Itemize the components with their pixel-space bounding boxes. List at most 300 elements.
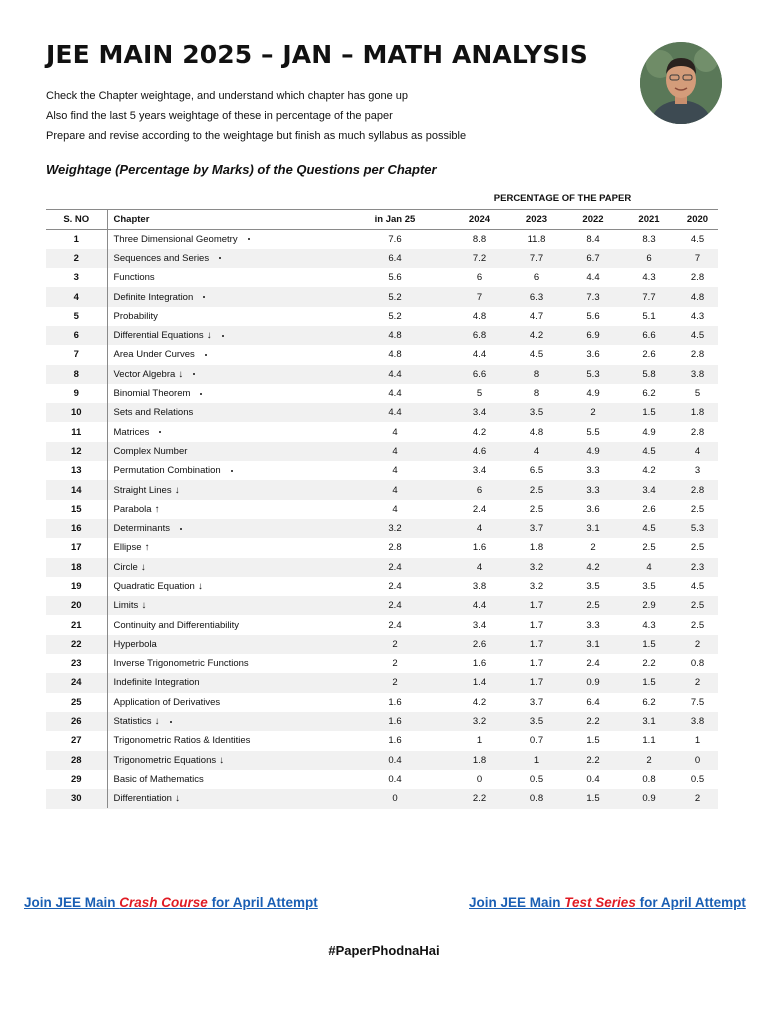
percentage-cell: 6.2 (642, 696, 656, 708)
percentage-cell: 2.2 (565, 712, 621, 731)
percentage-cell: 6.4 (339, 249, 451, 268)
percentage-cell: 4 (339, 442, 451, 461)
percentage-cell: 6.6 (621, 326, 677, 345)
percentage-cell: 3.3 (586, 619, 600, 631)
chapter-name: Continuity and Differentiability (113, 619, 240, 631)
chapter-cell (107, 230, 339, 249)
serial-number-cell: 16 (46, 519, 107, 538)
dot-mark-icon (200, 393, 202, 395)
trend-up-icon: ↑ (144, 542, 150, 554)
chapter-name: Inverse Trigonometric Functions (113, 658, 249, 670)
chapter-cell (107, 500, 339, 519)
percentage-cell: 0 (677, 751, 718, 770)
percentage-cell: 3.6 (586, 503, 600, 515)
percentage-cell: 8.8 (472, 233, 487, 245)
percentage-cell: 0.5 (529, 773, 544, 785)
chapter-cell (107, 519, 339, 538)
percentage-cell: 3.2 (451, 712, 508, 731)
chapter-cell (107, 731, 339, 750)
chapter-cell (107, 693, 339, 712)
percentage-cell: 2.5 (677, 596, 718, 615)
percentage-cell: 2.9 (621, 596, 677, 615)
percentage-cell: 2.5 (508, 480, 565, 499)
dot-mark-icon (193, 373, 195, 375)
table-row (46, 673, 718, 692)
percentage-cell: 3.2 (339, 519, 451, 538)
percentage-cell: 0.8 (690, 658, 705, 670)
percentage-cell: 8 (508, 365, 565, 384)
percentage-cell: 7.5 (690, 696, 705, 708)
serial-number-cell: 26 (46, 712, 107, 731)
percentage-cell: 1.6 (388, 696, 402, 708)
percentage-cell: 4.2 (642, 465, 656, 477)
table-row (46, 538, 718, 557)
percentage-cell: 4 (392, 465, 398, 477)
percentage-cell: 2.5 (565, 596, 621, 615)
column-header: S. NO (46, 210, 107, 230)
percentage-cell: 2.2 (642, 658, 656, 670)
percentage-cell: 3.1 (621, 712, 677, 731)
percentage-cell: 5.3 (677, 519, 718, 538)
chapter-cell (107, 596, 339, 615)
table-row (46, 615, 718, 634)
chapter-name: Complex Number (113, 445, 188, 457)
percentage-cell: 6.4 (586, 696, 600, 708)
chapter-cell (107, 384, 339, 403)
percentage-cell: 11.8 (527, 233, 546, 245)
percentage-cell: 2.2 (451, 789, 508, 808)
serial-number-cell: 2 (46, 249, 107, 268)
chapter-cell (107, 577, 339, 596)
link-text: Join JEE Main (469, 895, 565, 910)
trend-down-icon: ↓ (174, 484, 180, 496)
trend-down-icon: ↓ (178, 368, 184, 380)
percentage-cell: 1.7 (529, 658, 544, 670)
table-header-row (46, 210, 718, 230)
chapter-name: Determinants (113, 523, 170, 535)
percentage-cell: 1.8 (677, 403, 718, 422)
table-row (46, 500, 718, 519)
chapter-cell (107, 712, 339, 731)
serial-number-cell: 19 (70, 580, 82, 592)
percentage-cell: 2.4 (388, 619, 402, 631)
percentage-cell: 8 (533, 388, 540, 400)
trend-up-icon: ↑ (154, 503, 160, 515)
percentage-cell: 2 (677, 673, 718, 692)
column-header: 2021 (621, 210, 677, 230)
table-row (46, 326, 718, 345)
table-row (46, 654, 718, 673)
percentage-cell: 4.7 (529, 310, 544, 322)
chapter-name: Indefinite Integration (113, 677, 200, 689)
percentage-cell: 3.8 (677, 712, 718, 731)
percentage-cell: 4.2 (472, 696, 487, 708)
serial-number-cell: 6 (46, 326, 107, 345)
table-row (46, 558, 718, 577)
chapter-name: Straight Lines (113, 484, 172, 496)
percentage-cell: 3.5 (642, 580, 656, 592)
chapter-cell (107, 673, 339, 692)
percentage-cell: 6.2 (642, 388, 656, 400)
percentage-cell: 4.4 (451, 596, 508, 615)
percentage-cell: 3 (694, 465, 701, 477)
section-title: Weightage (Percentage by Marks) of the Questions per Chapter (46, 162, 437, 177)
percentage-cell: 4.9 (586, 388, 600, 400)
percentage-cell: 4.4 (388, 388, 402, 400)
serial-number-cell: 5 (73, 310, 79, 322)
trend-down-icon: ↓ (141, 600, 147, 612)
serial-number-cell: 25 (70, 696, 82, 708)
percentage-cell: 7 (677, 249, 718, 268)
percentage-cell: 3.1 (565, 519, 621, 538)
percentage-cell: 1.1 (642, 735, 656, 747)
percentage-cell: 3.5 (508, 712, 565, 731)
percentage-cell: 2.5 (690, 619, 705, 631)
chapter-cell (107, 287, 339, 306)
chapter-cell (107, 789, 339, 808)
percentage-cell: 1.5 (621, 635, 677, 654)
trend-down-icon: ↓ (174, 793, 180, 804)
percentage-cell: 1.5 (586, 735, 600, 747)
serial-number-cell: 9 (73, 388, 79, 400)
percentage-cell: 2 (677, 789, 718, 808)
intro-line: Prepare and revise according to the weightage but finish as much syllabus as possible (46, 130, 467, 142)
percentage-cell: 7.7 (508, 249, 565, 268)
percentage-cell: 0 (339, 789, 451, 808)
percentage-cell: 1.5 (621, 673, 677, 692)
table-row (46, 268, 718, 287)
percentage-cell: 4.8 (472, 310, 487, 322)
table-row (46, 461, 718, 480)
serial-number-cell: 23 (70, 658, 82, 670)
dot-mark-icon (231, 470, 233, 472)
percentage-cell: 4.3 (642, 619, 656, 631)
chapter-cell (107, 751, 339, 770)
chapter-name: Parabola (113, 503, 152, 515)
table-row (46, 365, 718, 384)
chapter-name: Trigonometric Ratios & Identities (113, 735, 251, 747)
serial-number-cell: 28 (46, 751, 107, 770)
percentage-cell: 4.9 (565, 442, 621, 461)
serial-number-cell: 21 (70, 619, 82, 631)
percentage-cell: 8.4 (586, 233, 600, 245)
percentage-cell: 6.6 (451, 365, 508, 384)
serial-number-cell: 1 (73, 233, 79, 245)
table-body (46, 230, 718, 809)
percentage-cell: 2.4 (339, 558, 451, 577)
table-row (46, 519, 718, 538)
percentage-cell: 6.7 (565, 249, 621, 268)
percentage-cell: 1.7 (508, 635, 565, 654)
serial-number-cell: 15 (70, 503, 82, 515)
serial-number-cell: 20 (46, 596, 107, 615)
chapter-name: Permutation Combination (113, 465, 221, 477)
chapter-name: Area Under Curves (113, 349, 195, 361)
percentage-cell: 4 (392, 503, 398, 515)
percentage-cell: 3.2 (529, 580, 544, 592)
percentage-cell: 4.5 (529, 349, 544, 361)
percentage-cell: 1.6 (472, 658, 487, 670)
chapter-name: Ellipse (113, 542, 142, 554)
chapter-cell (107, 558, 339, 577)
percentage-cell: 4.8 (388, 349, 402, 361)
chapter-name: Vector Algebra (113, 368, 176, 380)
percentage-cell: 1.5 (621, 403, 677, 422)
percentage-cell: 0.7 (529, 735, 544, 747)
percentage-cell: 4.6 (451, 442, 508, 461)
percentage-cell: 4 (451, 558, 508, 577)
link-emphasis: Crash Course (119, 895, 208, 910)
table-row (46, 596, 718, 615)
percentage-cell: 4.3 (690, 310, 705, 322)
percentage-cell: 4.4 (339, 365, 451, 384)
chapter-name: Sequences and Series (113, 252, 210, 264)
percentage-cell: 0.4 (586, 773, 600, 785)
dot-mark-icon (219, 257, 221, 259)
percentage-cell: 3.8 (677, 365, 718, 384)
percentage-cell: 7.3 (565, 287, 621, 306)
table-row (46, 230, 718, 249)
percentage-cell: 3.3 (565, 480, 621, 499)
column-header: 2024 (451, 210, 508, 230)
dot-mark-icon (205, 354, 207, 356)
percentage-cell: 5.6 (586, 310, 600, 322)
dot-mark-icon (203, 296, 205, 298)
percentage-cell: 4 (451, 519, 508, 538)
chapter-name: Definite Integration (113, 291, 194, 303)
table-row (46, 307, 718, 326)
test-series-link[interactable] (469, 895, 746, 910)
percentage-cell: 2 (339, 673, 451, 692)
percentage-cell: 3.4 (451, 403, 508, 422)
serial-number-cell: 13 (70, 465, 82, 477)
chapter-name: Basic of Mathematics (113, 773, 204, 785)
percentage-cell: 0.5 (690, 773, 705, 785)
percentage-cell: 3.1 (565, 635, 621, 654)
percentage-cell: 4 (508, 442, 565, 461)
chapter-cell (107, 442, 339, 461)
percentage-cell: 4.8 (339, 326, 451, 345)
table-row (46, 712, 718, 731)
percentage-cell: 2.5 (529, 503, 544, 515)
serial-number-cell: 7 (73, 349, 79, 361)
percentage-cell: 5.1 (642, 310, 656, 322)
percentage-cell: 4.2 (508, 326, 565, 345)
intro-line: Check the Chapter weightage, and understand which chapter has gone up (46, 90, 409, 102)
table-row (46, 693, 718, 712)
chapter-name: Differential Equations (113, 330, 204, 342)
percentage-cell: 1.7 (508, 673, 565, 692)
percentage-cell: 3.5 (508, 403, 565, 422)
percentage-cell: 4.9 (642, 426, 656, 438)
serial-number-cell: 27 (70, 735, 82, 747)
table-row (46, 577, 718, 596)
table-row (46, 789, 718, 808)
crash-course-link[interactable] (24, 895, 318, 910)
percentage-cell: 1.6 (472, 542, 487, 554)
chapter-cell (107, 326, 339, 345)
chapter-name: Hyperbola (113, 638, 157, 650)
trend-down-icon: ↓ (206, 330, 212, 342)
percentage-cell: 1.6 (388, 735, 402, 747)
table-row (46, 287, 718, 306)
percentage-cell: 1 (694, 735, 701, 747)
percentage-cell: 2.3 (677, 558, 718, 577)
percentage-cell: 0.9 (565, 673, 621, 692)
chapter-name: Limits (113, 600, 139, 612)
percentage-cell: 6.5 (529, 465, 544, 477)
percentage-cell: 3.8 (472, 580, 487, 592)
chapter-name: Probability (113, 310, 158, 322)
percentage-cell: 2 (590, 542, 596, 554)
percentage-cell: 0.9 (621, 789, 677, 808)
chapter-cell (107, 538, 339, 557)
percentage-cell: 6 (476, 272, 483, 284)
percentage-cell: 2.5 (690, 503, 705, 515)
serial-number-cell: 3 (73, 272, 79, 284)
chapter-name: Application of Derivatives (113, 696, 221, 708)
percentage-cell: 1.7 (508, 596, 565, 615)
percentage-cell: 4.2 (565, 558, 621, 577)
percentage-cell: 1.7 (529, 619, 544, 631)
chapter-cell (107, 635, 339, 654)
percentage-cell: 4.4 (339, 403, 451, 422)
table-row (46, 249, 718, 268)
percentage-cell: 0.4 (388, 773, 402, 785)
link-text: for April Attempt (207, 895, 318, 910)
table-row (46, 384, 718, 403)
chapter-cell (107, 345, 339, 364)
percentage-cell: 6.8 (451, 326, 508, 345)
serial-number-cell: 12 (46, 442, 107, 461)
percentage-cell: 5.2 (339, 287, 451, 306)
trend-down-icon: ↓ (197, 580, 203, 592)
table-row (46, 403, 718, 422)
dot-mark-icon (180, 528, 182, 530)
percentage-cell: 3.4 (472, 619, 487, 631)
serial-number-cell: 14 (46, 480, 107, 499)
person-photo-icon (640, 42, 722, 124)
percentage-cell: 4.5 (677, 326, 718, 345)
serial-number-cell: 8 (46, 365, 107, 384)
percentage-cell: 2 (339, 635, 451, 654)
link-text: Join JEE Main (24, 895, 120, 910)
percentage-cell: 0.8 (508, 789, 565, 808)
percentage-cell: 7.6 (388, 233, 402, 245)
percentage-cell: 1.5 (565, 789, 621, 808)
percentage-cell: 1.6 (339, 712, 451, 731)
chapter-name: Matrices (113, 426, 150, 438)
percentage-cell: 4.5 (621, 519, 677, 538)
percentage-cell: 4 (621, 558, 677, 577)
percentage-cell: 2.4 (339, 596, 451, 615)
percentage-cell: 2 (565, 403, 621, 422)
chapter-cell (107, 403, 339, 422)
percentage-cell: 3.7 (508, 519, 565, 538)
percentage-cell: 1.8 (529, 542, 544, 554)
table-row (46, 442, 718, 461)
percentage-cell: 4.4 (472, 349, 487, 361)
chapter-cell (107, 770, 339, 789)
percentage-cell: 2.8 (690, 349, 705, 361)
table-row (46, 751, 718, 770)
intro-line: Also find the last 5 years weightage of these in percentage of the paper (46, 110, 393, 122)
percentage-cell: 2.5 (690, 542, 705, 554)
percentage-cell: 5 (694, 388, 701, 400)
dot-mark-icon (248, 238, 250, 240)
dot-mark-icon (222, 335, 224, 337)
percentage-cell: 6.9 (565, 326, 621, 345)
serial-number-cell: 4 (46, 287, 107, 306)
chapter-cell (107, 365, 339, 384)
percentage-cell: 1 (508, 751, 565, 770)
table-row (46, 731, 718, 750)
percentage-cell: 3.2 (508, 558, 565, 577)
trend-down-icon: ↓ (154, 716, 160, 728)
percentage-cell: 5.6 (388, 272, 402, 284)
percentage-cell: 1.8 (451, 751, 508, 770)
percentage-cell: 2.6 (642, 349, 656, 361)
column-header: 2020 (677, 210, 718, 230)
chapter-cell (107, 480, 339, 499)
percentage-cell: 8.3 (642, 233, 656, 245)
chapter-name: Statistics (113, 716, 152, 728)
percentage-cell: 5.8 (621, 365, 677, 384)
table-row (46, 422, 718, 441)
percentage-cell: 5.2 (388, 310, 402, 322)
serial-number-cell: 29 (70, 773, 82, 785)
chapter-cell (107, 422, 339, 441)
percentage-cell: 3.3 (586, 465, 600, 477)
chapter-name: Quadratic Equation (113, 580, 195, 592)
percentage-cell: 4.5 (690, 580, 705, 592)
percentage-cell: 2.6 (642, 503, 656, 515)
percentage-cell: 2 (392, 658, 398, 670)
trend-down-icon: ↓ (140, 561, 146, 573)
table-row (46, 480, 718, 499)
percentage-cell: 6 (621, 249, 677, 268)
trend-down-icon: ↓ (219, 754, 225, 766)
percentage-cell: 0.8 (642, 773, 656, 785)
percentage-cell: 4.8 (677, 287, 718, 306)
serial-number-cell: 11 (71, 426, 82, 438)
percentage-cell: 7.7 (621, 287, 677, 306)
percentage-cell: 2.4 (586, 658, 600, 670)
chapter-name: Functions (113, 272, 155, 284)
intro-text (46, 86, 466, 146)
percentage-cell: 4.8 (529, 426, 544, 438)
percentage-cell: 5.5 (586, 426, 600, 438)
percentage-cell: 1 (476, 735, 483, 747)
percentage-cell: 4.5 (690, 233, 705, 245)
chapter-name: Trigonometric Equations (113, 754, 217, 766)
percentage-cell: 3.7 (529, 696, 544, 708)
percentage-group-header: PERCENTAGE OF THE PAPER (493, 193, 632, 204)
column-header: in Jan 25 (339, 210, 451, 230)
serial-number-cell: 22 (46, 635, 107, 654)
percentage-cell: 2.8 (677, 480, 718, 499)
chapter-cell (107, 461, 339, 480)
chapter-cell (107, 249, 339, 268)
percentage-cell: 5.3 (565, 365, 621, 384)
serial-number-cell: 17 (70, 542, 82, 554)
percentage-cell: 2.5 (642, 542, 656, 554)
link-text: for April Attempt (635, 895, 746, 910)
hashtag: #PaperPhodnaHai (328, 943, 440, 958)
percentage-cell: 7.2 (451, 249, 508, 268)
link-emphasis: Test Series (564, 895, 636, 910)
chapter-name: Sets and Relations (113, 407, 194, 419)
